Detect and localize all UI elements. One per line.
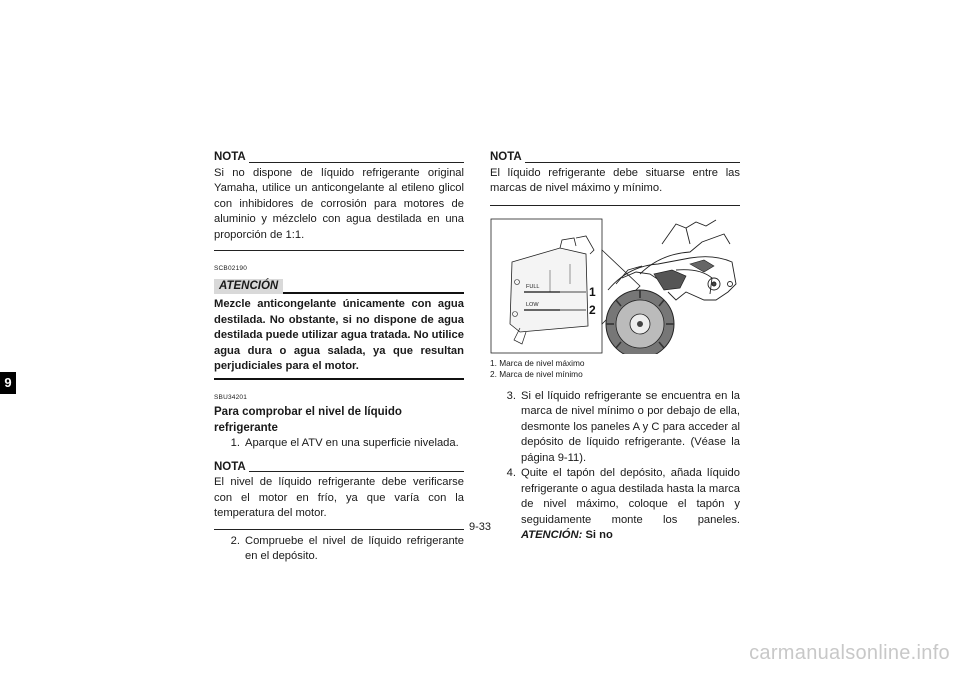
atv-wheel [606, 290, 674, 354]
section-title: Para comprobar el nivel de líquido refrigerante [214, 406, 402, 434]
caution-label: ATENCIÓN [214, 279, 283, 295]
caution-header [214, 279, 464, 295]
page-number: 9-33 [468, 521, 492, 533]
step-number: 3. [506, 389, 516, 402]
chapter-tab: 9 [0, 372, 16, 394]
nota-text: El líquido refrigerante debe situarse entre las marcas de nivel máximo y mínimo. [490, 166, 740, 194]
nota-label: NOTA [490, 151, 522, 163]
full-mark-label: FULL [526, 283, 540, 290]
nota-label: NOTA [214, 151, 246, 163]
coolant-reservoir-illustration [490, 214, 738, 354]
figure-caption [490, 358, 740, 380]
callout-2: 2 [589, 302, 596, 317]
caution-text: Mezcle anticongelante únicamente con agua destilada. No obstante, si no dispone de agua destilada puede utilizar agua tratada. No utilice agua dura o agua salada, ya que resultan perjudiciales para el motor. [214, 298, 464, 372]
left-column [214, 150, 464, 565]
coolant-reservoir-figure [490, 214, 738, 354]
low-mark-label: LOW [526, 301, 539, 308]
caption-item-2: 2. Marca de nivel mínimo [490, 368, 583, 379]
step-number: 4. [506, 467, 516, 479]
caution-code: SCB02190 [214, 265, 248, 272]
attention-text-start: Si no [585, 529, 613, 541]
nota-label: NOTA [214, 460, 246, 473]
right-column [490, 150, 740, 544]
step-text: Aparque el ATV en una superficie nivelada. [245, 437, 459, 449]
nota-header [214, 150, 464, 166]
step-4-text: Quite el tapón del depósito, añada líquido refrigerante o agua destilada hasta la marca de nivel máximo, coloque el tapón y seguidamente monte los paneles. [521, 467, 740, 526]
section-code: SBU34201 [214, 393, 248, 401]
nota-header [490, 150, 740, 166]
attention-label: ATENCIÓN: [521, 529, 583, 541]
nota-text: Si no dispone de líquido refrigerante original Yamaha, utilice un anticongelante al etileno glicol con inhibidores de corrosión para motores de aluminio y mézclelo con agua destilada en una proporción de 1:1. [214, 166, 464, 241]
step-text: Compruebe el nivel de líquido refrigerante en el depósito. [245, 534, 464, 562]
watermark: carmanualsonline.info [749, 642, 950, 664]
caption-item-1: 1. Marca de nivel máximo [490, 357, 585, 368]
callout-1: 1 [589, 284, 596, 299]
step-number: 1. [230, 437, 240, 449]
step-1 [214, 436, 464, 452]
step-3 [490, 389, 740, 467]
step-2 [214, 534, 464, 565]
nota-header [214, 460, 464, 476]
step-number: 2. [230, 534, 240, 547]
step-text: Si el líquido refrigerante se encuentra en la marca de nivel mínimo o por debajo de ella, desmonte los paneles A y C para acceder al depósito de líquido refrigerante. (Véase la página 9-11). [521, 389, 740, 464]
nota-text: El nivel de líquido refrigerante debe verificarse con el motor en frío, ya que varía con la temperatura del motor. [214, 476, 464, 519]
